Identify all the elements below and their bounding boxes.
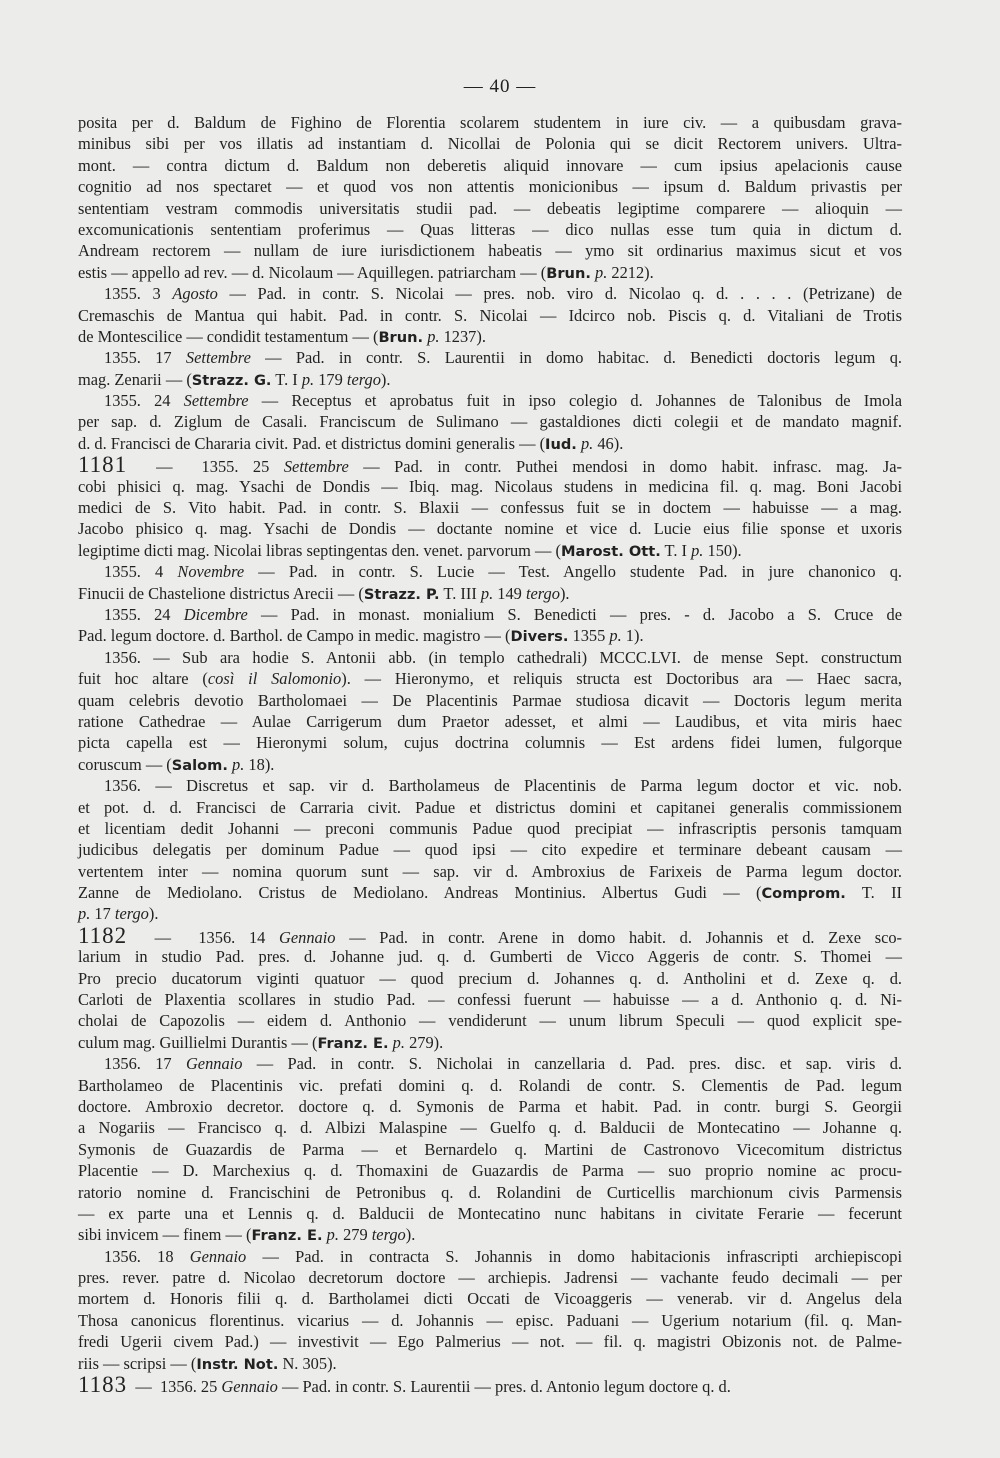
text-line: per sap. d. Ziglum de Casali. Franciscum de Sulimano — gastaldiones dicti colegii et de mandato magnif. bbox=[78, 412, 902, 432]
text-line: Jacobo phisico q. mag. Ysachi de Dondis — doctante nomine et vice d. Lucie eius filie sponse et uxoris bbox=[78, 519, 902, 539]
text-line: Symonis de Guazardis de Parma — et Bernardelo q. Martini de Castronovo Vicecomitum districtus bbox=[78, 1139, 902, 1159]
text-line: de Montescilice — condidit testamentum — (Brun. p. 1237). bbox=[78, 326, 486, 346]
text-line: 1355. 3 Agosto — Pad. in contr. S. Nicolai — pres. nob. viro d. Nicolao q. d. . . . . (Petrizane) de bbox=[104, 284, 902, 304]
text-line: Carloti de Plaxentia scollares in studio Pad. — confessi fuerunt — habuisse — a d. Anthonio q. d. Ni- bbox=[78, 990, 902, 1010]
text-line: mag. Zenarii — (Strazz. G. T. I p. 179 tergo). bbox=[78, 369, 391, 389]
text-line: Cremaschis de Mantua qui habit. Pad. in contr. S. Nicolai — Idcirco nob. Piscis q. d. Vitaliani de Trotis bbox=[78, 305, 902, 325]
paragraph bbox=[78, 390, 902, 454]
text-line: legiptime dicti mag. Nicolai libras septingentas den. venet. parvorum — (Marost. Ott. T. I p. 150). bbox=[78, 540, 742, 560]
text-line: 1182 — 1356. 14 Gennaio — Pad. in contr. Arene in domo habit. d. Johannis et d. Zexe sco- bbox=[78, 922, 902, 948]
text-line: judicibus delegatis per dominum Padue — quod ipsi — cito expedire et terminare debeant causam — bbox=[78, 840, 902, 860]
text-line: ratione Cathedrae — Aulae Carrigerum dum Praetor adesset, et almi — Laudibus, et vita miris haec bbox=[78, 711, 902, 731]
text-line: a Nogariis — Francisco q. d. Albizi Malaspine — Guelfo q. d. Balducii de Montecatino — Johanne q. bbox=[78, 1118, 902, 1138]
text-line: 1355. 4 Novembre — Pad. in contr. S. Lucie — Test. Angello studente Pad. in jure chanonico q. bbox=[104, 562, 902, 582]
text-line: Bartholameo de Placentinis vic. prefati domini q. d. Rolandi de contr. S. Clementis de Pad. legum bbox=[78, 1075, 902, 1095]
paragraph bbox=[78, 1246, 902, 1374]
text-line: cholai de Capozolis — eidem d. Anthonio — vendiderunt — unum librum Speculi — quod explicit spe- bbox=[78, 1011, 902, 1031]
text-line: coruscum — (Salom. p. 18). bbox=[78, 754, 275, 774]
text-line: mortem d. Honoris filii q. d. Bartholamei dicti Occati de Vicoaggeris — venerab. vir d. Angelus dela bbox=[78, 1289, 902, 1309]
text-line: picta capella est — Hieronymi solum, cujus doctrina columnis — Est ardens fidei lumen, fulgorque bbox=[78, 733, 902, 753]
paragraph bbox=[78, 561, 902, 604]
document-entry-1183 bbox=[78, 1372, 902, 1398]
text-line: 1356. 17 Gennaio — Pad. in contr. S. Nicholai in canzellaria d. Pad. pres. disc. et sap. viris d. bbox=[104, 1054, 902, 1074]
text-line: et licentiam dedit Johanni — preconi communis Padue quod precipiat — infrascriptis personis tamquam bbox=[78, 818, 902, 838]
text-line: Thosa canonicus florentinus. vicarius — d. Johannis — episc. Paduani — Ugerium notarium (fil. q. Man- bbox=[78, 1310, 902, 1330]
paragraph bbox=[78, 647, 902, 775]
text-line: medici de S. Vito habit. Pad. in contr. S. Blaxii — confessus fuit se in doctem — habuisse — a mag. bbox=[78, 498, 902, 518]
text-line: pres. rever. patre d. Nicolao decretorum doctore — archiepis. Jadrensi — vachante feudo decimali — per bbox=[78, 1268, 902, 1288]
text-line: mont. — contra dictum d. Baldum non deberetis aliquid innovare — cum ipsius apelacionis cause bbox=[78, 155, 902, 175]
text-line: culum mag. Guillielmi Durantis — (Franz. E. p. 279). bbox=[78, 1032, 444, 1052]
text-line: sibi invicem — finem — (Franz. E. p. 279 tergo). bbox=[78, 1225, 416, 1245]
paragraph bbox=[78, 112, 902, 283]
text-line: posita per d. Baldum de Fighino de Florentia scolarem studentem in iure civ. — a quibusdam grava- bbox=[78, 113, 902, 132]
text-line: larium in studio Pad. pres. d. Johanne jud. q. d. Gumberti de Vicco Aggeris de contr. S. Thomei — bbox=[78, 947, 902, 967]
document-entry-1182 bbox=[78, 922, 902, 1053]
paragraph bbox=[78, 775, 902, 925]
text-line: p. 17 tergo). bbox=[78, 904, 159, 924]
text-line: 1183 — 1356. 25 Gennaio — Pad. in contr. S. Laurentii — pres. d. Antonio legum doctore q. d. bbox=[78, 1372, 731, 1398]
text-line: estis — appello ad rev. — d. Nicolaum — Aquillegen. patriarcham — (Brun. p. 2212). bbox=[78, 262, 654, 282]
text-line: Pad. legum doctore. d. Barthol. de Campo in medic. magistro — (Divers. 1355 p. 1). bbox=[78, 626, 644, 646]
text-line: minibus sibi per vos illatis ad instantiam d. Nicollai de Polonia qui se dicit Rectorem univers. Ultra- bbox=[78, 134, 902, 154]
text-line: 1355. 17 Settembre — Pad. in contr. S. Laurentii in domo habitac. d. Benedicti doctoris legum q. bbox=[104, 348, 902, 368]
text-line: Pro precio ducatorum viginti quatuor — quod precium d. Johannes q. d. Antholini et d. Zexe q. d. bbox=[78, 968, 902, 988]
text-line: 1356. — Sub ara hodie S. Antonii abb. (in templo cathedrali) MCCC.LVI. de mense Sept. constructum bbox=[104, 647, 902, 667]
text-line: Finucii de Chastelione districtus Arecii — (Strazz. P. T. III p. 149 tergo). bbox=[78, 583, 570, 603]
text-line: — ex parte una et Lennis q. d. Balducii de Montecatino nunc habitans in civitate Ferarie — fecerunt bbox=[78, 1203, 902, 1223]
text-line: riis — scripsi — (Instr. Not. N. 305). bbox=[78, 1353, 337, 1373]
text-line: 1355. 24 Dicembre — Pad. in monast. monialium S. Benedicti — pres. - d. Jacobo a S. Cruce de bbox=[104, 604, 903, 624]
text-line: et pot. d. d. Francisci de Carraria civit. Padue et districtus domini et capitanei generalis commissionem bbox=[78, 797, 902, 817]
document-entry-1181 bbox=[78, 454, 902, 561]
text-line: sententiam vestram commodis universitatis studii pad. — debeatis legiptime comparere — alioquin — bbox=[78, 198, 902, 218]
text-line: excomunicationis sententiam proferimus — Quas litteras — dico nullas esse tum quia in dictum d. bbox=[78, 219, 902, 239]
text-line: fredi Ugerii civem Pad.) — investivit — Ego Palmerius — not. — fil. q. magistri Obizonis not. de Palme- bbox=[78, 1332, 902, 1352]
text-line: cognitio ad nos spectaret — et quod vos non attentis monicionibus — ipsum d. Baldum privastis per bbox=[78, 177, 902, 197]
text-line: cobi phisici q. mag. Ysachi de Dondis — Ibiq. mag. Nicolaus studens in medicina fil. q. mag. Boni Jacobi bbox=[78, 476, 902, 496]
paragraph bbox=[78, 1053, 902, 1246]
text-line: Placentie — D. Marchexius q. d. Thomaxini de Guazardis de Parma — suo proprio nomine ac procu- bbox=[78, 1161, 902, 1181]
text-line: Zanne de Mediolano. Cristus de Mediolano. Andreas Montinius. Albertus Gudi — (Comprom. T. II bbox=[78, 883, 902, 903]
text-line: Andream rectorem — nullam de iure iurisdictionem habeatis — ymo sit ordinarius maximus sicut et vos bbox=[78, 241, 902, 261]
text-line: 1356. 18 Gennaio — Pad. in contracta S. Johannis in domo habitacionis infrascripti archiepiscopi bbox=[104, 1246, 903, 1266]
text-line: d. d. Francisci de Chararia civit. Pad. et districtus domini generalis — (Iud. p. 46). bbox=[78, 433, 624, 453]
text-line: quam celebris devotio Bartholomaei — De Placentinis Parmae studiosa dicavit — Doctoris legum merita bbox=[78, 690, 902, 710]
paragraph bbox=[78, 347, 902, 390]
text-line: ratorio nomine d. Francischini de Petronibus q. d. Rolandini de Curticellis marchionum civis Parmensis bbox=[78, 1182, 902, 1202]
text-line: 1181 — 1355. 25 Settembre — Pad. in contr. Puthei mendosi in domo habit. infrasc. mag. Ja- bbox=[78, 452, 903, 478]
text-line: fuit hoc altare (così il Salomonio). — Hieronymo, et reliquis structa est Doctoribus ara — Haec sacra, bbox=[78, 669, 902, 689]
text-line: vertentem inter — nomina quorum sunt — sap. vir d. Ambroxius de Farixeis de Parma legum doctor. bbox=[78, 861, 902, 881]
page-number: — 40 — bbox=[463, 76, 537, 97]
text-line: doctore. Ambroxio decretor. doctore q. d. Symonis de Parma et habit. Pad. in contr. burgi S. Georgii bbox=[78, 1096, 902, 1116]
paragraph bbox=[78, 604, 902, 647]
text-line: 1356. — Discretus et sap. vir d. Bartholameus de Placentinis de Parma legum doctor et vic. nob. bbox=[104, 776, 902, 796]
text-line: 1355. 24 Settembre — Receptus et aprobatus fuit in ipso colegio d. Johannes de Talonibus de Imola bbox=[104, 391, 902, 411]
paragraph bbox=[78, 283, 902, 347]
document-body bbox=[78, 112, 903, 1398]
